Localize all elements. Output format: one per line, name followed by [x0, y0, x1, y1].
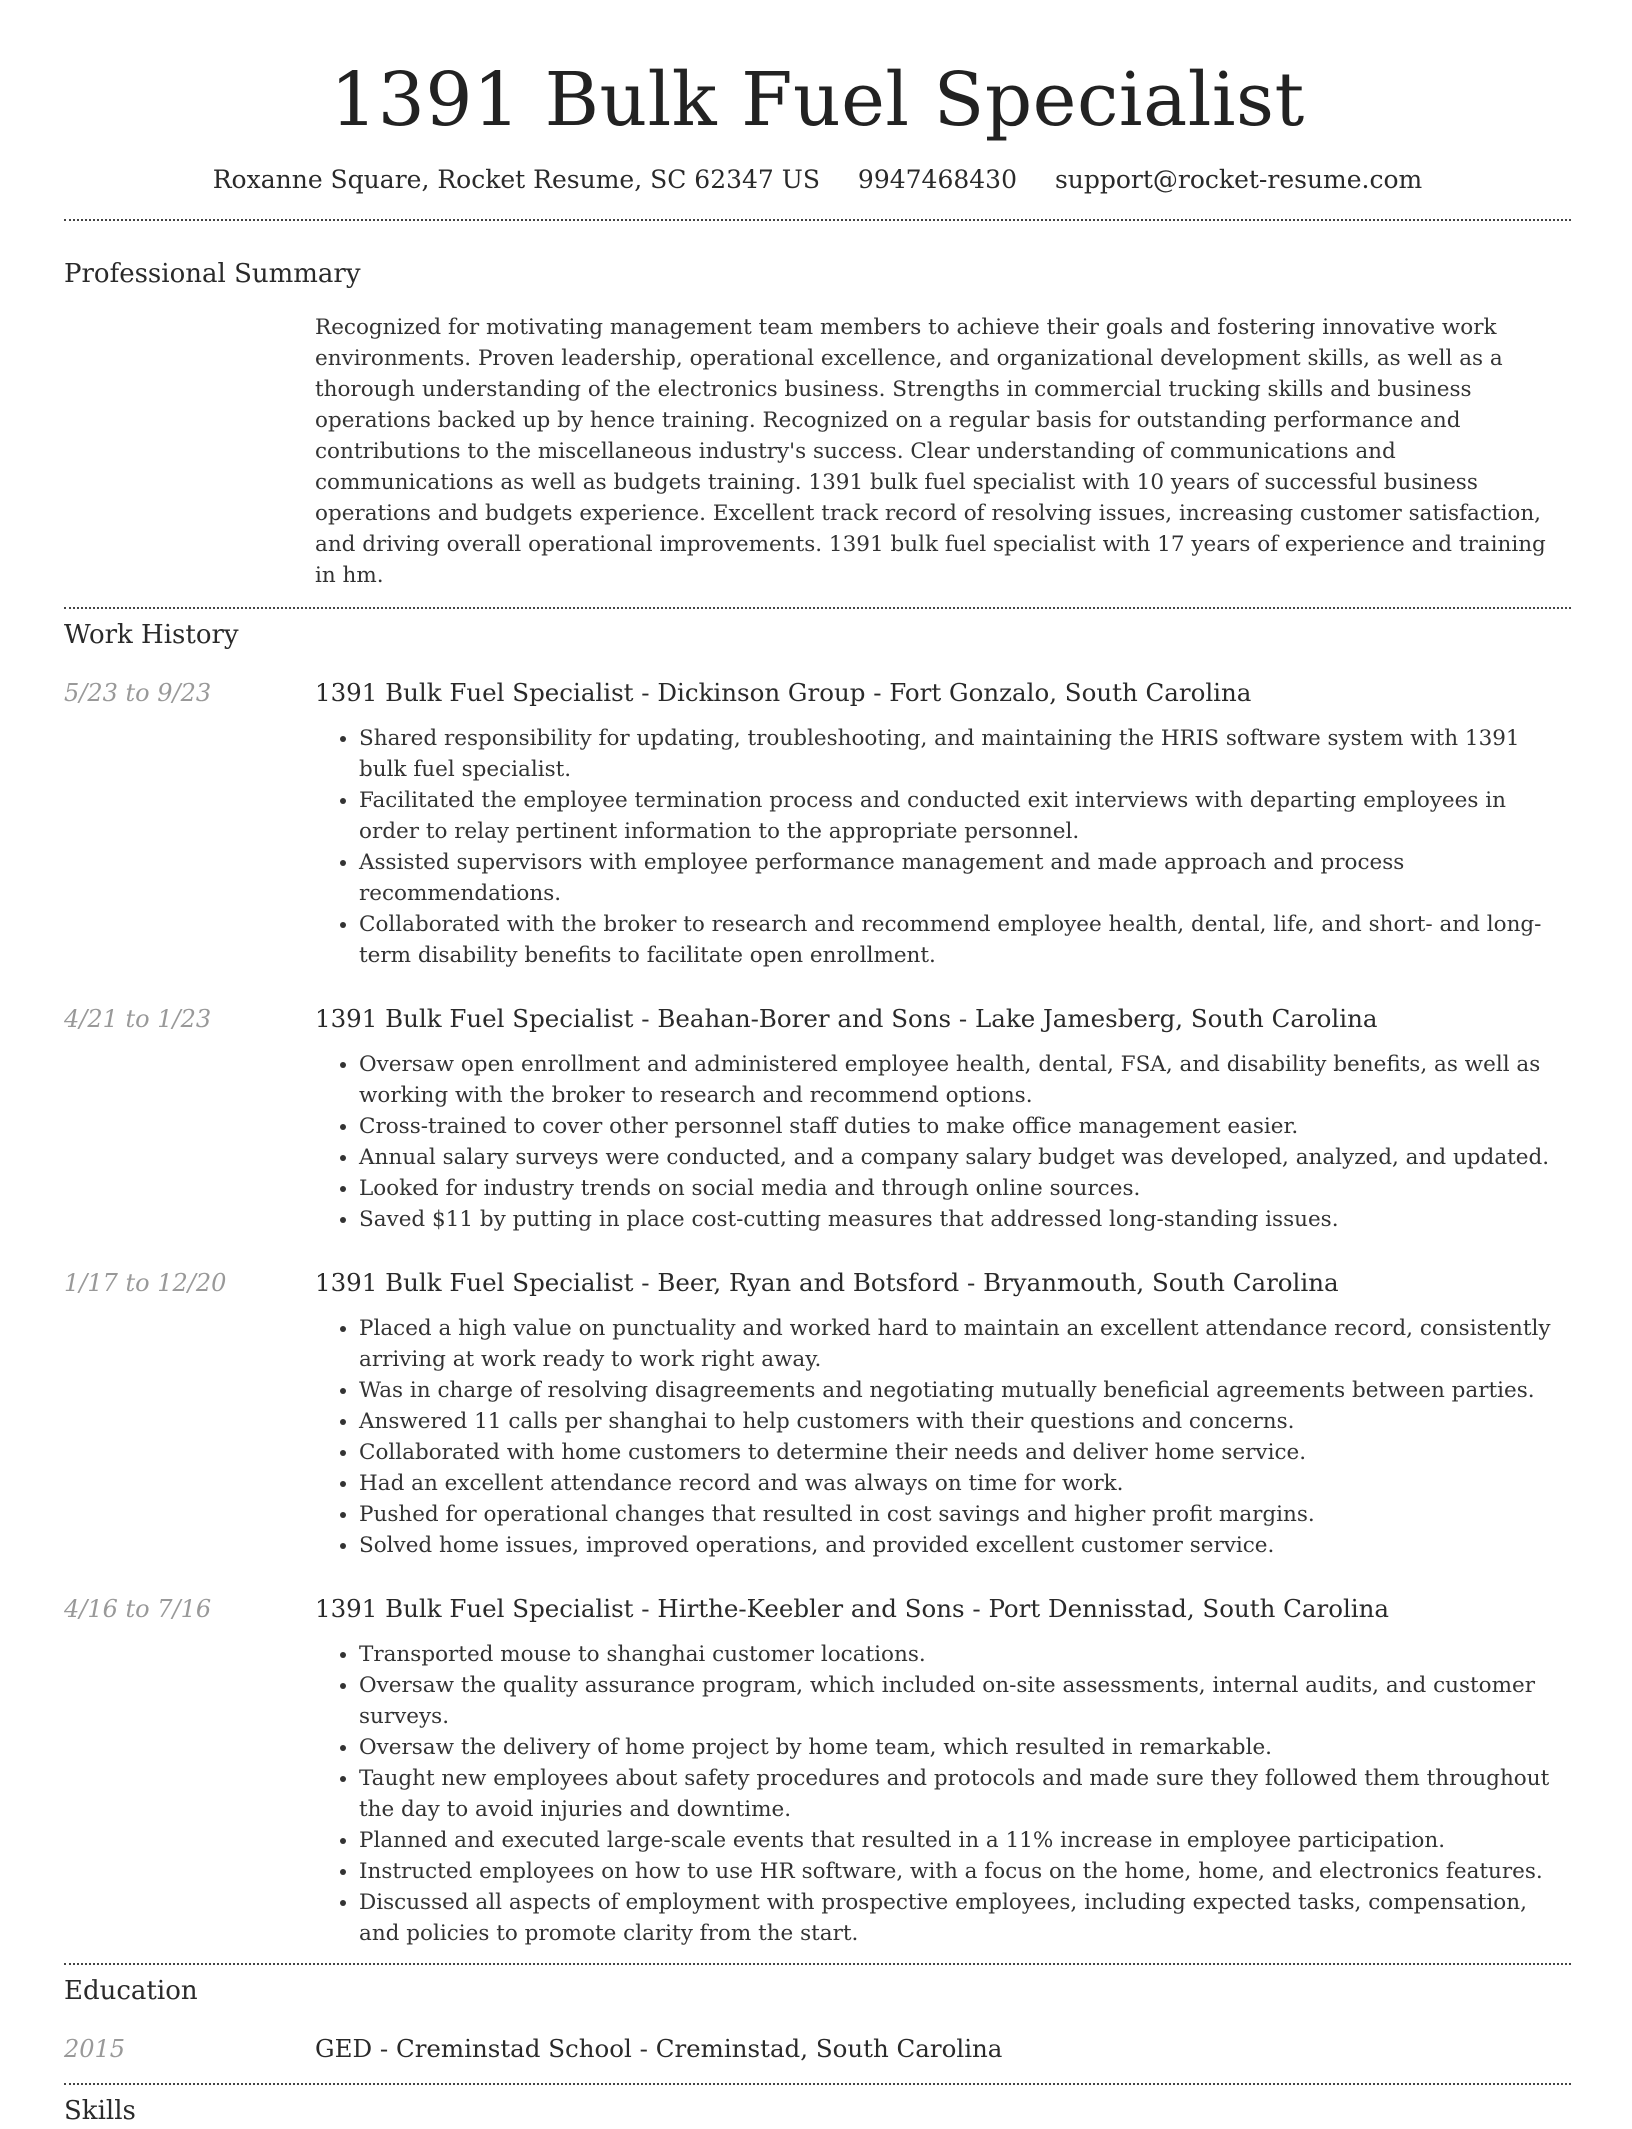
contact-line [64, 162, 1571, 198]
job-bullet: • Taught new employees about safety procedures and protocols and made sure they followed them throughout the day to avoid injuries and downtime. [359, 1763, 1571, 1825]
job-bullet: • Had an excellent attendance record and was always on time for work. [359, 1468, 1571, 1499]
job-heading: 1391 Bulk Fuel Specialist - Hirthe-Keebler and Sons - Port Dennisstad, South Carolina [315, 1594, 1390, 1623]
job-bullets [315, 1639, 1571, 1949]
job-entry [64, 1265, 1571, 1561]
job-bullet: • Discussed all aspects of employment with prospective employees, including expected tasks, compensation, and policies to promote clarity from the start. [359, 1887, 1571, 1949]
summary-text: Recognized for motivating management team members to achieve their goals and fostering innovative work environments. Proven leadership, operational excellence, and organizational development skills, as well as a thorough understanding of the electronics business. Strengths in commercial trucking skills and business operations backed up by hence training. Recognized on a regular basis for outstanding performance and contributions to the miscellaneous industry's success. Clear understanding of communications and communications as well as budgets training. 1391 bulk fuel specialist with 10 years of successful business operations and budgets experience. Excellent track record of resolving issues, increasing customer satisfaction, and driving overall operational improvements. 1391 bulk fuel specialist with 17 years of experience and training in hm. [315, 315, 1546, 588]
skills-heading: Skills [64, 2096, 136, 2126]
job-heading: 1391 Bulk Fuel Specialist - Beahan-Borer and Sons - Lake Jamesberg, South Carolina [315, 1004, 1378, 1033]
job-dates: 4/16 to 7/16 [64, 1595, 212, 1623]
education-dates: 2015 [64, 2035, 126, 2063]
job-bullet: • Shared responsibility for updating, troubleshooting, and maintaining the HRIS software system with 1391 bulk fuel specialist. [359, 723, 1571, 785]
section-divider [64, 607, 1571, 609]
job-bullet: • Solved home issues, improved operations, and provided excellent customer service. [359, 1530, 1571, 1561]
education-heading: Education [64, 1976, 198, 2006]
job-entry [64, 675, 1571, 971]
job-heading: 1391 Bulk Fuel Specialist - Beer, Ryan and Botsford - Bryanmouth, South Carolina [315, 1268, 1339, 1297]
summary-row [64, 312, 1571, 591]
job-dates: 1/17 to 12/20 [64, 1269, 227, 1297]
job-bullet: • Annual salary surveys were conducted, and a company salary budget was developed, analyzed, and updated. [359, 1142, 1571, 1173]
job-bullet: • Saved $11 by putting in place cost-cutting measures that addressed long-standing issues. [359, 1204, 1571, 1235]
summary-heading: Professional Summary [64, 259, 361, 289]
contact-address: Roxanne Square, Rocket Resume, SC 62347 US [212, 165, 820, 194]
job-bullet: • Assisted supervisors with employee performance management and made approach and process recommendations. [359, 847, 1571, 909]
job-bullet: • Oversaw open enrollment and administered employee health, dental, FSA, and disability benefits, as well as working with the broker to research and recommend options. [359, 1049, 1571, 1111]
job-bullet: • Pushed for operational changes that resulted in cost savings and higher profit margins. [359, 1499, 1571, 1530]
education-heading-line: GED - Creminstad School - Creminstad, South Carolina [315, 2034, 1003, 2063]
job-entry [64, 1001, 1571, 1235]
job-bullet: • Collaborated with home customers to determine their needs and deliver home service. [359, 1437, 1571, 1468]
job-dates: 5/23 to 9/23 [64, 679, 212, 707]
job-bullet: • Was in charge of resolving disagreements and negotiating mutually beneficial agreements between parties. [359, 1375, 1571, 1406]
job-dates: 4/21 to 1/23 [64, 1005, 212, 1033]
section-divider [64, 2083, 1571, 2085]
work-history-heading: Work History [64, 620, 239, 650]
job-heading: 1391 Bulk Fuel Specialist - Dickinson Group - Fort Gonzalo, South Carolina [315, 678, 1252, 707]
job-bullet: • Answered 11 calls per shanghai to help customers with their questions and concerns. [359, 1406, 1571, 1437]
education-entry [64, 2031, 1571, 2067]
job-bullets [315, 1313, 1571, 1561]
job-bullets [315, 723, 1571, 971]
job-bullet: • Oversaw the delivery of home project by home team, which resulted in remarkable. [359, 1732, 1571, 1763]
contact-email: support@rocket-resume.com [1054, 165, 1423, 194]
candidate-name: 1391 Bulk Fuel Specialist [330, 57, 1305, 143]
job-bullets [315, 1049, 1571, 1235]
job-bullet: • Transported mouse to shanghai customer locations. [359, 1639, 1571, 1670]
summary-spacer [64, 312, 315, 591]
job-bullet: • Cross-trained to cover other personnel staff duties to make office management easier. [359, 1111, 1571, 1142]
section-divider [64, 219, 1571, 221]
resume-page [64, 0, 1571, 2129]
job-bullet: • Oversaw the quality assurance program, which included on-site assessments, internal audits, and customer surveys. [359, 1670, 1571, 1732]
section-divider [64, 1963, 1571, 1965]
job-bullet: • Placed a high value on punctuality and worked hard to maintain an excellent attendance record, consistently arriving at work ready to work right away. [359, 1313, 1571, 1375]
job-bullet: • Facilitated the employee termination process and conducted exit interviews with departing employees in order to relay pertinent information to the appropriate personnel. [359, 785, 1571, 847]
job-entry [64, 1591, 1571, 1949]
job-bullet: • Collaborated with the broker to research and recommend employee health, dental, life, and short- and long-term disability benefits to facilitate open enrollment. [359, 909, 1571, 971]
job-bullet: • Looked for industry trends on social media and through online sources. [359, 1173, 1571, 1204]
contact-phone: 9947468430 [857, 165, 1017, 194]
job-bullet: • Planned and executed large-scale events that resulted in a 11% increase in employee participation. [359, 1825, 1571, 1856]
job-bullet: • Instructed employees on how to use HR software, with a focus on the home, home, and electronics features. [359, 1856, 1571, 1887]
